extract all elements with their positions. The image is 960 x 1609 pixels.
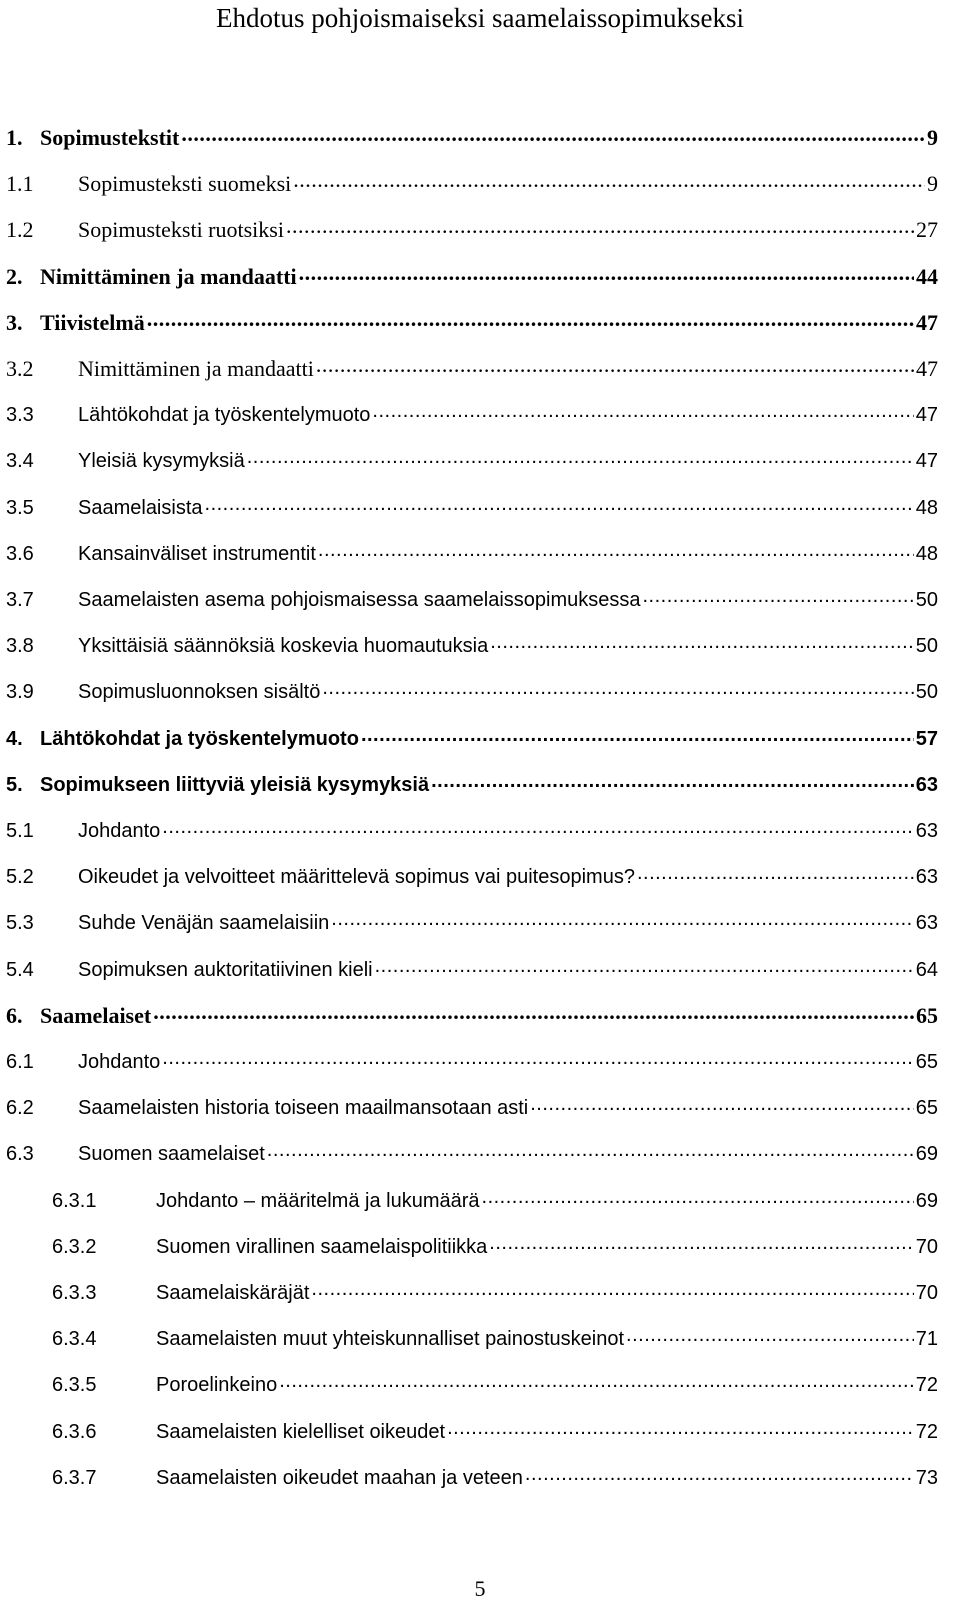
- dot-leader: [530, 1094, 914, 1122]
- dot-leader: [331, 909, 913, 937]
- toc-entry[interactable]: [6, 494, 938, 522]
- dot-leader: [181, 124, 925, 152]
- dot-leader: [267, 1140, 914, 1168]
- toc-entry-label: Sopimustekstit: [40, 125, 180, 150]
- toc-entry-number: 1.1: [6, 171, 34, 197]
- toc-entry[interactable]: [6, 725, 938, 753]
- toc-entry-label: Nimittäminen ja mandaatti: [40, 263, 297, 289]
- toc-entry[interactable]: [6, 355, 938, 383]
- toc-entry-number: 6.: [6, 1002, 23, 1028]
- toc-entry-number: 3.4: [6, 450, 34, 473]
- toc-entry-number: 2.: [6, 263, 23, 289]
- toc-entry-number: 3.3: [6, 404, 34, 427]
- toc-entry-number: 1.2: [6, 217, 34, 243]
- toc-entry-page: 72: [915, 1420, 938, 1443]
- toc-entry-page: 9: [927, 125, 938, 150]
- toc-entry[interactable]: [6, 1002, 938, 1030]
- toc-entry-label: Sopimusteksti suomeksi: [78, 171, 292, 197]
- dot-leader: [482, 1187, 914, 1215]
- toc-entry[interactable]: [6, 586, 938, 614]
- dot-leader: [318, 540, 914, 568]
- toc-entry-number: 5.: [6, 773, 23, 796]
- dot-leader: [162, 1048, 913, 1076]
- toc-entry-number: 3.7: [6, 589, 34, 611]
- toc-entry-number: 6.1: [6, 1051, 34, 1073]
- toc-entry[interactable]: [52, 1279, 938, 1307]
- toc-entry-label: Oikeudet ja velvoitteet määrittelevä sopimus vai puitesopimus?: [78, 866, 635, 889]
- toc-entry[interactable]: [52, 1187, 938, 1215]
- toc-entry-page: 63: [915, 820, 938, 842]
- toc-entry[interactable]: [6, 632, 938, 660]
- toc-entry-number: 6.3.4: [52, 1328, 97, 1351]
- toc-entry-page: 63: [915, 866, 938, 889]
- toc-entry[interactable]: [6, 1048, 938, 1076]
- dot-leader: [153, 1002, 914, 1030]
- toc-entry[interactable]: [6, 170, 938, 198]
- dot-leader: [279, 1371, 914, 1399]
- toc-entry[interactable]: [6, 124, 938, 152]
- dot-leader: [205, 494, 914, 522]
- toc-entry-number: 6.3.6: [52, 1420, 97, 1443]
- dot-leader: [293, 170, 925, 198]
- toc-entry-page: 72: [915, 1374, 938, 1397]
- dot-leader: [626, 1325, 914, 1353]
- toc-entry[interactable]: [6, 771, 938, 799]
- toc-entry-label: Sopimuksen auktoritatiivinen kieli: [78, 958, 373, 981]
- toc-entry[interactable]: [52, 1464, 938, 1492]
- toc-entry[interactable]: [52, 1233, 938, 1261]
- toc-entry-number: 6.3.5: [52, 1374, 97, 1397]
- toc-entry-label: Suomen virallinen saamelaispolitiikka: [156, 1235, 488, 1258]
- toc-entry[interactable]: [6, 1094, 938, 1122]
- toc-entry[interactable]: [6, 309, 938, 337]
- dot-leader: [489, 1233, 913, 1261]
- toc-entry-page: 47: [916, 356, 938, 381]
- toc-entry-page: 63: [915, 773, 938, 796]
- dot-leader: [286, 216, 914, 244]
- toc-entry-number: 5.3: [6, 912, 34, 935]
- dot-leader: [311, 1279, 913, 1307]
- toc-entry-label: Suomen saamelaiset: [78, 1143, 265, 1166]
- toc-entry[interactable]: [6, 447, 938, 475]
- toc-entry[interactable]: [6, 678, 938, 706]
- toc-entry-number: 3.9: [6, 681, 34, 704]
- toc-entry-label: Johdanto – määritelmä ja lukumäärä: [156, 1189, 480, 1212]
- toc-entry-page: 57: [915, 727, 938, 750]
- toc-entry-label: Saamelaisten kielelliset oikeudet: [156, 1420, 446, 1443]
- toc-entry-label: Yleisiä kysymyksiä: [78, 450, 245, 473]
- toc-entry-number: 3.6: [6, 542, 34, 565]
- dot-leader: [447, 1418, 914, 1446]
- toc-entry-page: 65: [915, 1051, 938, 1073]
- dot-leader: [316, 355, 914, 383]
- toc-entry-page: 69: [915, 1143, 938, 1166]
- toc-entry-number: 3.: [6, 309, 23, 335]
- toc-entry-page: 69: [915, 1189, 938, 1212]
- toc-entry-number: 5.1: [6, 820, 34, 842]
- toc-entry-number: 6.3: [6, 1143, 34, 1166]
- toc-entry-label: Sopimusluonnoksen sisältö: [78, 681, 321, 704]
- dot-leader: [361, 725, 914, 753]
- toc-entry[interactable]: [52, 1371, 938, 1399]
- toc-entry-number: 3.5: [6, 496, 34, 519]
- toc-entry-label: Saamelaisten historia toiseen maailmansotaan asti: [78, 1097, 529, 1120]
- toc-entry-page: 50: [915, 681, 938, 704]
- toc-entry-page: 47: [916, 309, 938, 335]
- toc-entry-page: 47: [915, 450, 938, 473]
- toc-entry-label: Lähtökohdat ja työskentelymuoto: [40, 727, 359, 750]
- toc-entry-page: 71: [915, 1328, 938, 1351]
- toc-entry-page: 65: [916, 1002, 938, 1028]
- toc-entry-number: 6.3.7: [52, 1466, 97, 1489]
- toc-entry[interactable]: [52, 1418, 938, 1446]
- toc-entry-page: 48: [915, 542, 938, 565]
- dot-leader: [299, 263, 914, 291]
- toc-entry-label: Yksittäisiä säännöksiä koskevia huomautuksia: [78, 635, 489, 658]
- dot-leader: [431, 771, 914, 799]
- toc-entry[interactable]: [6, 401, 938, 429]
- toc-entry-label: Sopimukseen liittyviä yleisiä kysymyksiä: [40, 773, 430, 796]
- toc-entry-page: 44: [916, 263, 938, 289]
- dot-leader: [525, 1464, 914, 1492]
- dot-leader: [643, 586, 914, 614]
- toc-entry-label: Lähtökohdat ja työskentelymuoto: [78, 404, 371, 427]
- toc-entry-page: 65: [915, 1097, 938, 1120]
- toc-entry-label: Saamelaiset: [40, 1002, 152, 1028]
- toc-entry-label: Saamelaisten oikeudet maahan ja veteen: [156, 1466, 523, 1489]
- toc-entry-page: 48: [915, 496, 938, 519]
- document-title: Ehdotus pohjoismaiseksi saamelaissopimukseksi: [216, 3, 744, 33]
- toc-entry-label: Sopimusteksti ruotsiksi: [78, 217, 284, 243]
- page-number: 5: [474, 1576, 486, 1601]
- toc-entry[interactable]: [6, 1140, 938, 1168]
- toc-entry[interactable]: [6, 817, 938, 845]
- dot-leader: [375, 956, 914, 984]
- dot-leader: [490, 632, 914, 660]
- dot-leader: [247, 447, 914, 475]
- dot-leader: [147, 309, 914, 337]
- toc-entry-number: 3.8: [6, 635, 34, 658]
- toc-entry-page: 27: [916, 217, 938, 243]
- toc-entry-page: 70: [915, 1235, 938, 1258]
- toc-entry-number: 6.3.2: [52, 1235, 97, 1258]
- toc-entry-label: Kansainväliset instrumentit: [78, 542, 316, 565]
- toc-entry[interactable]: [52, 1325, 938, 1353]
- toc-entry[interactable]: [6, 540, 938, 568]
- toc-entry-number: 3.2: [6, 356, 34, 381]
- toc-entry-page: 70: [915, 1282, 938, 1304]
- toc-entry-number: 5.4: [6, 958, 34, 981]
- toc-entry-label: Poroelinkeino: [156, 1374, 278, 1397]
- dot-leader: [372, 401, 913, 429]
- toc-entry-label: Nimittäminen ja mandaatti: [78, 356, 314, 381]
- toc-entry-number: 6.3.1: [52, 1189, 97, 1212]
- toc-entry[interactable]: [6, 863, 938, 891]
- toc-entry-page: 47: [915, 404, 938, 427]
- dot-leader: [162, 817, 913, 845]
- toc-entry-page: 63: [915, 912, 938, 935]
- toc-entry-label: Johdanto: [78, 1051, 161, 1073]
- toc-entry-page: 73: [915, 1466, 938, 1489]
- toc-entry[interactable]: [6, 263, 938, 291]
- toc-entry-label: Suhde Venäjän saamelaisiin: [78, 912, 330, 935]
- dot-leader: [322, 678, 913, 706]
- toc-entry-number: 6.3.3: [52, 1282, 97, 1304]
- toc-entry-label: Saamelaisista: [78, 496, 203, 519]
- toc-entry[interactable]: [6, 956, 938, 984]
- toc-entry-page: 64: [915, 958, 938, 981]
- toc-entry[interactable]: [6, 909, 938, 937]
- toc-entry-page: 9: [927, 171, 938, 197]
- toc-entry-label: Johdanto: [78, 820, 161, 842]
- toc-entry-page: 50: [915, 635, 938, 658]
- toc-entry-label: Saamelaiskäräjät: [156, 1282, 310, 1304]
- toc-entry-number: 5.2: [6, 866, 34, 889]
- toc-entry-label: Saamelaisten muut yhteiskunnalliset painostuskeinot: [156, 1328, 625, 1351]
- toc-entry-label: Tiivistelmä: [40, 309, 145, 335]
- toc-entry[interactable]: [6, 216, 938, 244]
- toc-entry-number: 1.: [6, 125, 23, 150]
- toc-entry-label: Saamelaisten asema pohjoismaisessa saamelaissopimuksessa: [78, 589, 641, 611]
- toc-entry-number: 4.: [6, 727, 23, 750]
- toc-entry-page: 50: [915, 589, 938, 611]
- toc-entry-number: 6.2: [6, 1097, 34, 1120]
- dot-leader: [637, 863, 914, 891]
